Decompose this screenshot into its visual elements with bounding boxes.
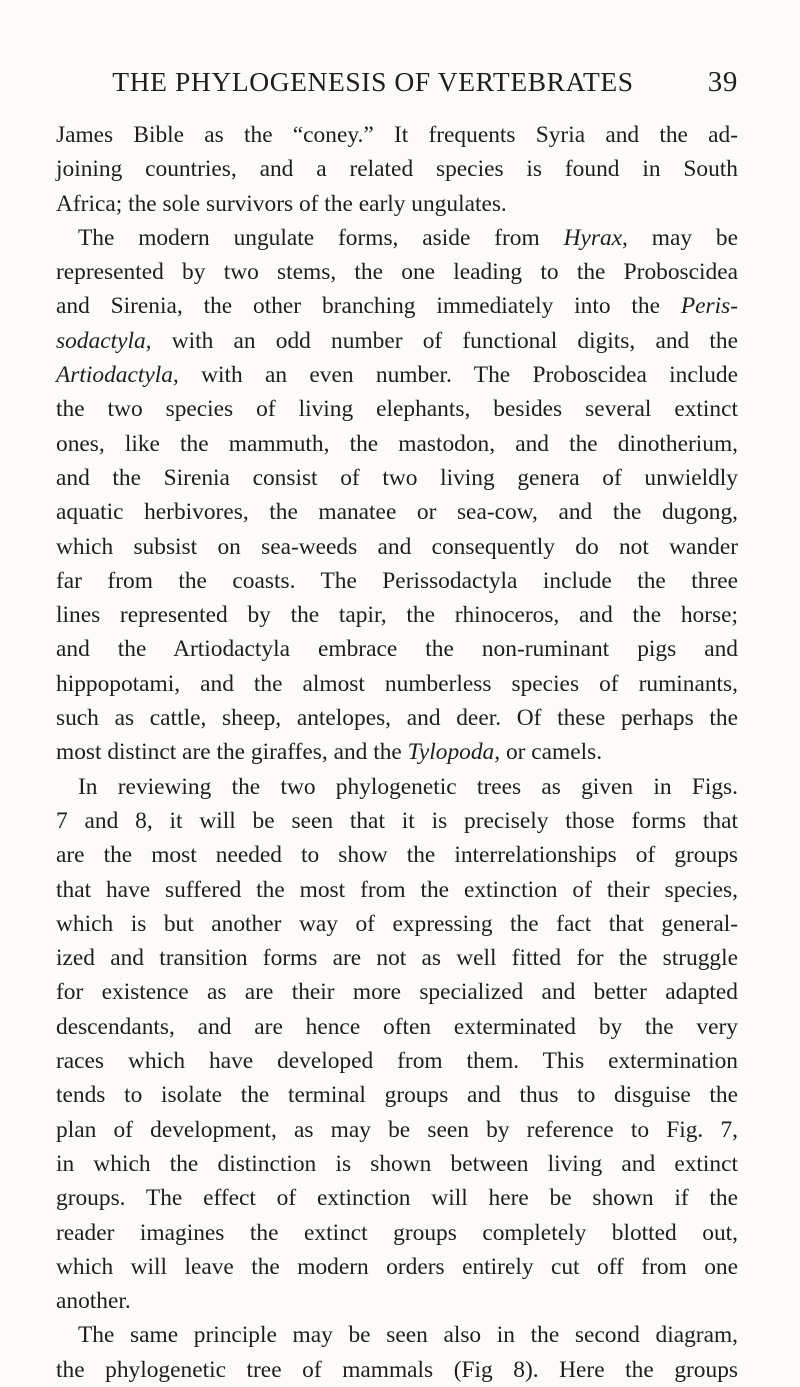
text-segment: groups. The effect of extinction will here be shown if the — [56, 1185, 738, 1212]
text-segment: and Sirenia, the other branching immediately into the — [56, 293, 681, 320]
text-segment: and the Sirenia consist of two living genera of unwieldly — [56, 464, 738, 491]
text-segment: races which have developed from them. This extermination — [56, 1048, 738, 1075]
running-head — [56, 62, 738, 102]
italic-term: Tylopoda, — [407, 739, 501, 766]
text-segment: such as cattle, sheep, antelopes, and deer. Of these perhaps the — [56, 705, 738, 732]
text-segment: plan of development, as may be seen by reference to Fig. 7, — [56, 1116, 738, 1143]
text-line — [56, 667, 738, 701]
text-segment: most distinct are the giraffes, and the — [56, 739, 408, 766]
text-segment: and the Artiodactyla embrace the non-ruminant pigs and — [56, 636, 738, 663]
text-line — [56, 701, 738, 735]
text-line — [56, 873, 738, 907]
text-segment: James Bible as the “coney.” It frequents Syria and the ad- — [56, 122, 738, 148]
text-segment: or camels. — [500, 739, 603, 766]
text-segment: The modern ungulate forms, aside from — [78, 224, 564, 251]
italic-term: sodactyla, — [56, 327, 152, 354]
text-line — [56, 495, 738, 529]
text-segment: which subsist on sea-weeds and consequently do not wander — [56, 533, 738, 560]
text-segment: which will leave the modern orders entirely cut off from one — [56, 1253, 738, 1280]
text-segment: are the most needed to show the interrelationships of groups — [56, 842, 738, 869]
text-segment: the phylogenetic tree of mammals (Fig 8). Here the groups — [56, 1356, 738, 1383]
body-text — [56, 118, 738, 1387]
text-line — [56, 392, 738, 426]
text-line — [56, 770, 738, 804]
running-title: THE PHYLOGENESIS OF VERTEBRATES — [112, 66, 634, 97]
text-segment: with an odd number of functional digits, and the — [151, 327, 738, 354]
text-segment: ones, like the mammuth, the mastodon, and the dinotherium, — [56, 430, 738, 457]
italic-term: Artiodactyla, — [56, 362, 179, 389]
text-line — [56, 1216, 738, 1250]
text-line — [56, 152, 738, 186]
text-segment: another. — [56, 1288, 131, 1315]
text-line — [56, 427, 738, 461]
text-segment: joining countries, and a related species is found in South — [56, 156, 738, 183]
text-line — [56, 1113, 738, 1147]
text-line — [56, 255, 738, 289]
text-segment: 7 and 8, it will be seen that it is precisely those forms that — [56, 807, 738, 834]
text-line — [56, 358, 738, 392]
text-segment: lines represented by the tapir, the rhinoceros, and the horse; — [56, 602, 738, 629]
text-line — [56, 1010, 738, 1044]
text-segment: In reviewing the two phylogenetic trees as given in Figs. — [78, 773, 738, 800]
text-segment: hippopotami, and the almost numberless species of ruminants, — [56, 670, 738, 697]
text-line — [56, 1181, 738, 1215]
text-segment: with an even number. The Proboscidea include — [178, 362, 738, 389]
text-segment: The same principle may be seen also in the second diagram, — [78, 1322, 738, 1349]
text-line — [56, 1147, 738, 1181]
text-line — [56, 118, 738, 152]
text-segment: that have suffered the most from the extinction of their species, — [56, 876, 738, 903]
text-line — [56, 187, 738, 221]
text-segment: aquatic herbivores, the manatee or sea-cow, and the dugong, — [56, 499, 738, 526]
text-segment: in which the distinction is shown between living and extinct — [56, 1150, 738, 1177]
text-segment: for existence as are their more specialized and better adapted — [56, 979, 738, 1006]
text-segment: the two species of living elephants, besides several extinct — [56, 396, 738, 423]
text-segment: which is but another way of expressing the fact that general- — [56, 910, 738, 937]
text-line — [56, 1044, 738, 1078]
text-line — [56, 907, 738, 941]
text-line — [56, 735, 738, 769]
text-line — [56, 530, 738, 564]
page-number: 39 — [707, 66, 738, 98]
text-segment: may be — [627, 224, 738, 251]
text-line — [56, 632, 738, 666]
text-line — [56, 975, 738, 1009]
text-segment: reader imagines the extinct groups completely blotted out, — [56, 1219, 738, 1246]
book-page — [56, 62, 738, 1387]
text-line — [56, 564, 738, 598]
text-segment: far from the coasts. The Perissodactyla include the three — [56, 567, 738, 594]
text-line — [56, 289, 738, 323]
text-line — [56, 598, 738, 632]
text-line — [56, 324, 738, 358]
text-line — [56, 1353, 738, 1387]
text-line — [56, 941, 738, 975]
text-line — [56, 838, 738, 872]
text-line — [56, 1078, 738, 1112]
text-line — [56, 221, 738, 255]
italic-term: Peris- — [680, 293, 738, 320]
text-segment: descendants, and are hence often exterminated by the very — [56, 1013, 738, 1040]
text-line — [56, 1250, 738, 1284]
text-line — [56, 804, 738, 838]
text-line — [56, 461, 738, 495]
text-segment: tends to isolate the terminal groups and thus to disguise the — [56, 1082, 738, 1109]
text-segment: represented by two stems, the one leading to the Proboscidea — [56, 259, 738, 286]
text-line — [56, 1284, 738, 1318]
italic-term: Hyrax, — [563, 224, 628, 251]
text-segment: ized and transition forms are not as well fitted for the struggle — [56, 945, 738, 972]
text-line — [56, 1318, 738, 1352]
text-segment: Africa; the sole survivors of the early ungulates. — [56, 190, 507, 217]
